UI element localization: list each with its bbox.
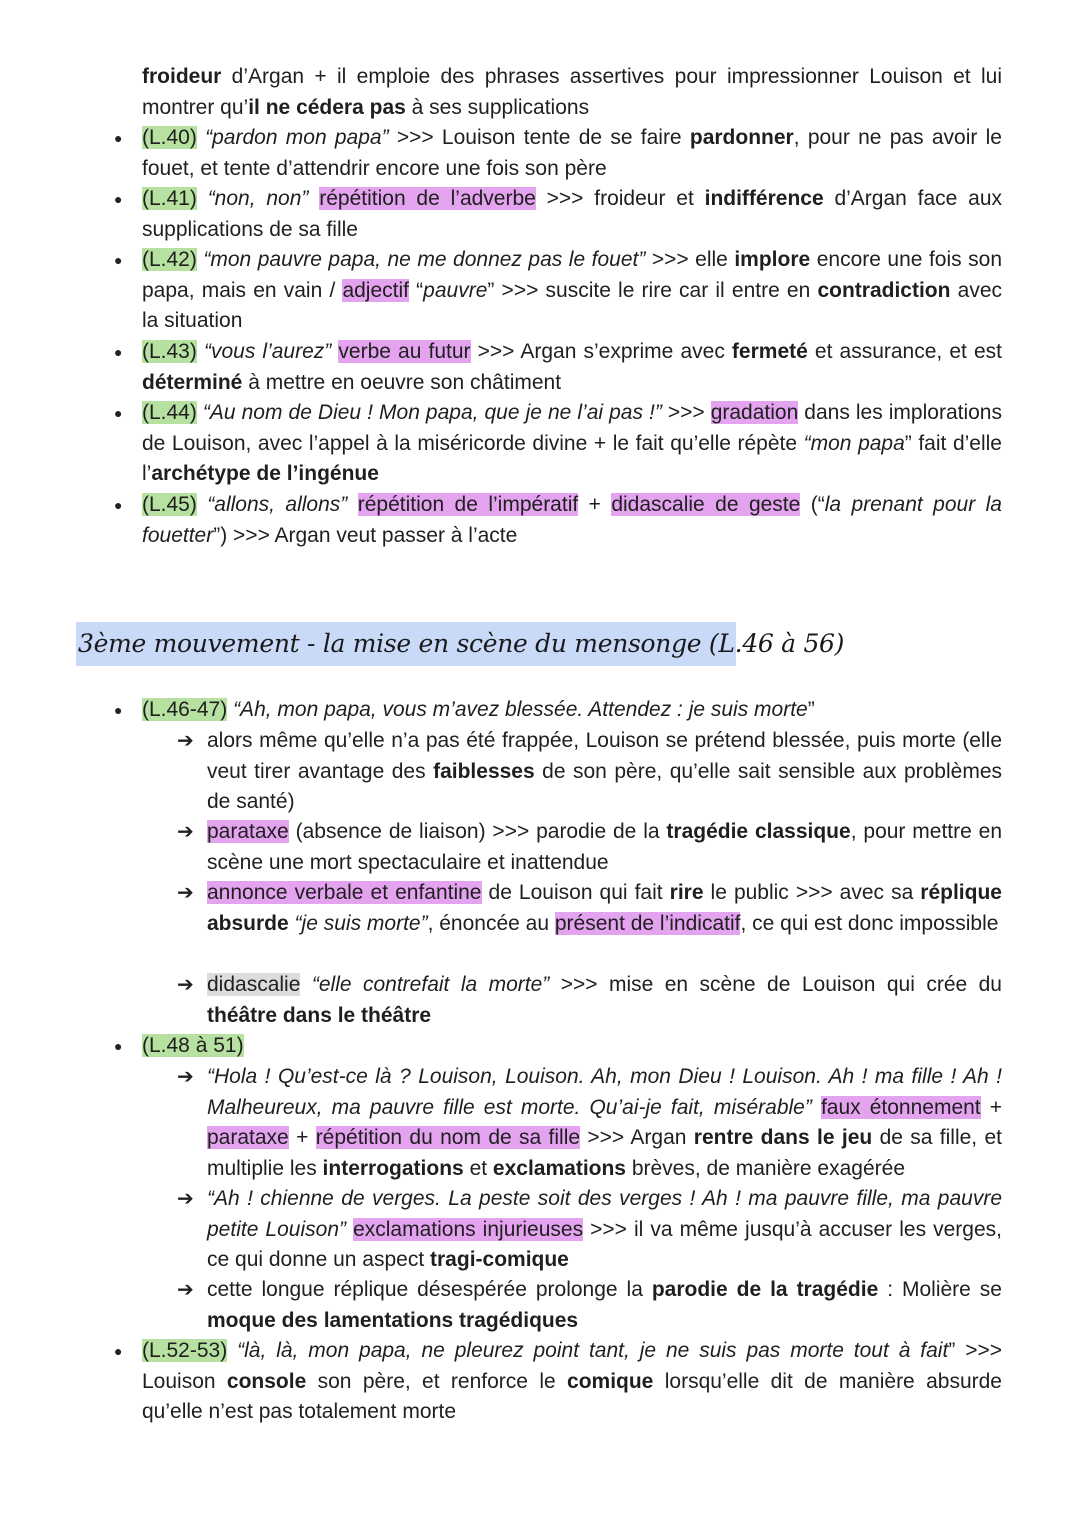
sub-item-text xyxy=(207,973,1002,1027)
text-run: encore une fois son papa, mais en vain / xyxy=(142,248,1003,302)
arrow-right-icon: ➔ xyxy=(177,821,194,843)
text-run: et assurance, et est xyxy=(807,340,1002,363)
text-run xyxy=(346,1218,353,1241)
bullet-text xyxy=(142,401,1002,485)
bullet-text xyxy=(142,698,815,721)
text-run xyxy=(227,1339,237,1362)
text-run xyxy=(197,126,205,149)
highlighted-run: verbe au futur xyxy=(338,340,471,363)
bullet-dot-icon: ● xyxy=(114,191,123,207)
bold-run: comique xyxy=(567,1369,654,1393)
text-run: , pour ne pas avoir le fouet, et tente d’attendrir encore une fois son père xyxy=(142,126,1002,180)
text-run: d’Argan face aux supplications de sa fille xyxy=(142,187,1003,241)
bullet-l48-51 xyxy=(114,1031,1002,1062)
text-run: à ses supplications xyxy=(405,95,590,119)
sub-item xyxy=(177,817,1003,878)
text-run: à mettre en oeuvre son châtiment xyxy=(242,370,562,394)
text-run xyxy=(197,187,208,210)
text-run: + xyxy=(980,1095,1002,1119)
bullet-l43 xyxy=(114,337,1002,398)
bold-run: tragi-comique xyxy=(430,1248,569,1272)
text-run: dans les implorations de Louison, avec l’appel à la miséricorde divine + le fait qu’elle répète xyxy=(142,401,1002,455)
text-run: ” fait d’elle l’ xyxy=(142,431,1002,486)
bold-run: réplique absurde xyxy=(207,881,1002,935)
bullet-dot-icon: ● xyxy=(114,702,123,718)
bullet-text xyxy=(142,1034,244,1057)
bold-run: froideur xyxy=(142,65,222,88)
section-heading: 3ème mouvement - la mise en scène du mensonge (L.46 à 56) xyxy=(78,629,845,658)
text-run xyxy=(812,1096,821,1119)
text-run xyxy=(347,493,357,516)
bold-run: rentre dans le jeu xyxy=(693,1126,873,1150)
text-run: >>> Louison tente de se faire xyxy=(388,126,690,149)
highlighted-run: (L.44) xyxy=(142,401,197,424)
text-run: le public >>> avec sa xyxy=(703,881,921,904)
text-run: >>> froideur et xyxy=(535,187,705,210)
bold-run: faiblesses xyxy=(433,759,535,783)
bullet-text xyxy=(142,126,1002,180)
bullet-dot-icon: ● xyxy=(114,405,123,421)
bold-run: contradiction xyxy=(817,278,951,302)
bullet-l46-47 xyxy=(114,695,1002,726)
sub-item-text xyxy=(207,820,1002,874)
bullet-dot-icon: ● xyxy=(114,252,123,268)
text-run xyxy=(300,973,311,996)
highlighted-run: annonce verbale et enfantine xyxy=(207,881,482,904)
bold-run: indifférence xyxy=(704,187,824,210)
text-run: ”) >>> Argan veut passer à l’acte xyxy=(213,523,518,547)
bullet-dot-icon: ● xyxy=(114,130,123,146)
sub-item xyxy=(177,878,1002,939)
bullet-text xyxy=(142,1339,1002,1423)
bold-run: exclamations xyxy=(492,1156,626,1180)
bullet-l42 xyxy=(114,245,1003,337)
highlighted-run: (L.41) xyxy=(142,187,197,210)
text-run: + xyxy=(578,493,612,516)
text-run: et xyxy=(463,1156,493,1180)
bullet-l40 xyxy=(114,123,1002,184)
highlighted-run: parataxe xyxy=(207,820,289,843)
bold-run: moque des lamentations tragédiques xyxy=(207,1308,579,1332)
text-run: >>> mise en scène de Louison qui crée du xyxy=(549,973,1002,996)
bold-run: fermeté xyxy=(731,340,808,363)
highlighted-run: répétition du nom de sa fille xyxy=(315,1126,581,1150)
italic-run: “là, là, mon papa, ne pleurez point tant, je ne suis pas morte tout à fait xyxy=(237,1339,949,1362)
bold-run: théâtre dans le théâtre xyxy=(207,1003,432,1027)
highlighted-run: répétition de l’impératif xyxy=(357,493,579,516)
highlighted-run: (L.40) xyxy=(142,126,197,149)
arrow-right-icon: ➔ xyxy=(177,730,194,752)
sub-item-text xyxy=(207,729,1002,813)
text-run: , ce qui est donc impossible xyxy=(740,911,999,935)
highlighted-run: faux étonnement xyxy=(820,1095,981,1119)
sub-item-text xyxy=(207,1187,1002,1271)
italic-run: “Au nom de Dieu ! Mon papa, que je ne l’ai pas !” xyxy=(202,401,662,424)
text-run: brèves, de manière exagérée xyxy=(626,1156,905,1180)
highlighted-run: présent de l’indicatif xyxy=(554,911,741,935)
text-run: >>> Argan s’exprime avec xyxy=(470,340,732,363)
text-run: son père, et renforce le xyxy=(306,1369,568,1393)
bold-run: console xyxy=(226,1369,307,1393)
text-run xyxy=(197,493,207,516)
italic-run: “Ah, mon papa, vous m’avez blessée. Attendez : je suis morte xyxy=(233,698,808,721)
text-run: ” >>> suscite le rire car il entre en xyxy=(487,278,818,302)
sub-item xyxy=(177,726,1003,818)
bullet-text xyxy=(142,187,1002,241)
highlighted-run: (L.48 à 51) xyxy=(142,1034,244,1057)
text-run: avec la situation xyxy=(142,278,1002,333)
bold-run: archétype de l’ingénue xyxy=(151,462,379,486)
bullet-dot-icon: ● xyxy=(114,1038,123,1054)
text-run: >>> xyxy=(661,401,711,424)
bold-run: tragédie classique xyxy=(666,820,851,843)
bold-run: interrogations xyxy=(322,1156,464,1180)
text-run: ” xyxy=(807,698,815,721)
arrow-right-icon: ➔ xyxy=(177,882,194,904)
italic-run: “Ah ! chienne de verges. La peste soit des verges ! Ah ! ma pauvre fille, ma pauvre petite Louison” xyxy=(207,1187,1002,1241)
italic-run: “vous l’aurez” xyxy=(203,340,332,363)
arrow-right-icon: ➔ xyxy=(177,1066,194,1088)
text-run: (“ xyxy=(800,493,825,516)
bullet-dot-icon: ● xyxy=(114,344,123,360)
bold-run: implore xyxy=(734,248,811,271)
highlighted-run: didascalie xyxy=(207,973,301,996)
text-run: alors même qu’elle n’a pas été frappée, Louison se prétend blessée, puis morte (elle veut tirer avantage des xyxy=(207,729,1002,783)
highlighted-run: parataxe xyxy=(207,1126,289,1150)
bold-run: parodie de la tragédie xyxy=(651,1278,879,1301)
text-run: d’Argan + il emploie des phrases assertives pour impressionner Louison et lui montrer qu’ xyxy=(142,65,1002,119)
bullet-l44 xyxy=(114,398,1002,490)
text-run: de sa fille, et multiplie les xyxy=(207,1126,1002,1180)
text-run: (absence de liaison) >>> parodie de la xyxy=(288,820,667,843)
bullet-dot-icon: ● xyxy=(114,1343,123,1359)
text-run: de son père, qu’elle sait sensible aux problèmes de santé) xyxy=(207,759,1003,814)
highlighted-run: (L.52-53) xyxy=(142,1339,228,1362)
text-run xyxy=(308,187,319,210)
italic-run: “mon pauvre papa, ne me donnez pas le fouet” xyxy=(203,248,646,271)
continuation-paragraph xyxy=(142,62,1002,123)
highlighted-run: (L.46-47) xyxy=(142,698,228,721)
text-run: >>> elle xyxy=(645,248,735,271)
sub-item-text xyxy=(207,881,1002,935)
bullet-l52-53 xyxy=(114,1336,1002,1428)
italic-run: pauvre xyxy=(423,278,488,302)
text-run: >>> Argan xyxy=(580,1126,694,1150)
arrow-right-icon: ➔ xyxy=(177,1188,194,1210)
bold-run: déterminé xyxy=(142,370,243,394)
italic-run: “je suis morte” xyxy=(294,911,428,935)
highlighted-run: didascalie de geste xyxy=(611,493,801,516)
text-run: + xyxy=(288,1126,316,1150)
text-run: , énoncée au xyxy=(427,911,555,935)
bullet-text xyxy=(142,493,1002,547)
text-run: , pour mettre en scène une mort spectaculaire et inattendue xyxy=(207,820,1003,874)
text-run: lorsqu’elle dit de manière absurde qu’elle n’est pas totalement morte xyxy=(142,1369,1002,1424)
italic-run: “elle contrefait la morte” xyxy=(311,973,550,996)
text-run: ” >>> Louison xyxy=(142,1339,1002,1393)
highlighted-run: adjectif xyxy=(342,278,409,302)
text-run: : Molière se xyxy=(878,1278,1002,1301)
bullet-l41 xyxy=(114,184,1003,245)
highlighted-run: (L.42) xyxy=(142,248,197,271)
arrow-right-icon: ➔ xyxy=(177,974,194,996)
italic-run: “Hola ! Qu’est-ce là ? Louison, Louison. Ah, mon Dieu ! Louison. Ah ! ma fille ! Ah ! Malheureux, ma pauvre fille est morte. Qu’ai-je fait, misérable” xyxy=(207,1065,1002,1119)
text-run: “ xyxy=(409,278,424,302)
text-run xyxy=(197,340,204,363)
sub-item-text xyxy=(207,1278,1002,1332)
highlighted-run: (L.45) xyxy=(142,493,197,516)
text-run: de Louison qui fait xyxy=(481,881,670,904)
italic-run: “allons, allons” xyxy=(207,493,348,516)
bold-run: pardonner xyxy=(689,126,794,149)
italic-run: “non, non” xyxy=(207,187,309,210)
bullet-dot-icon: ● xyxy=(114,497,123,513)
italic-run: “mon papa xyxy=(803,431,905,455)
sub-item xyxy=(177,1275,1002,1336)
bullet-text xyxy=(142,340,1002,394)
sub-item xyxy=(177,1184,1002,1276)
bullet-l45 xyxy=(114,490,1002,551)
bullet-text xyxy=(142,248,1002,332)
sub-item-text xyxy=(207,1065,1002,1180)
sub-item xyxy=(177,970,1002,1031)
text-run: >>> il va même jusqu’à accuser les verges, ce qui donne un aspect xyxy=(207,1217,1002,1272)
italic-run: “pardon mon papa” xyxy=(205,126,389,149)
bold-run: rire xyxy=(669,881,704,904)
sub-item xyxy=(177,1062,1002,1184)
arrow-right-icon: ➔ xyxy=(177,1279,194,1301)
highlighted-run: gradation xyxy=(710,401,799,424)
italic-run: la prenant pour la fouetter xyxy=(142,493,1002,547)
text-run: cette longue réplique désespérée prolonge la xyxy=(207,1278,652,1301)
highlighted-run: (L.43) xyxy=(142,340,197,363)
bold-run: il ne cédera pas xyxy=(248,95,406,119)
highlighted-run: répétition de l’adverbe xyxy=(319,187,536,210)
highlighted-run: exclamations injurieuses xyxy=(353,1217,584,1241)
